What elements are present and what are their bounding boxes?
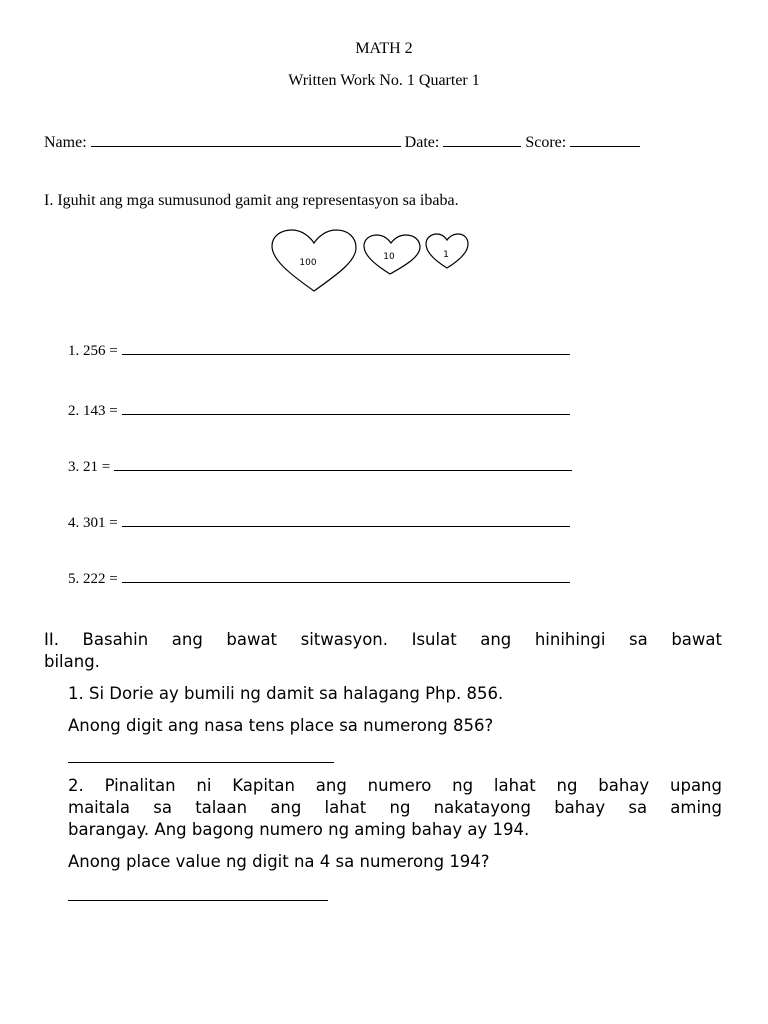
heart-hundreds-label: 100: [299, 258, 317, 268]
answer-line[interactable]: [114, 456, 572, 471]
item-number: 3.: [68, 459, 80, 475]
heart-tens-label: 10: [383, 252, 395, 262]
part1-item: [68, 512, 570, 532]
date-label: Date:: [404, 134, 440, 151]
item-expression: 256 =: [83, 343, 118, 359]
item-expression: 222 =: [83, 571, 118, 587]
date-field[interactable]: [443, 132, 521, 147]
answer-line[interactable]: [122, 400, 570, 415]
score-field[interactable]: [570, 132, 640, 147]
name-field[interactable]: [91, 132, 401, 147]
name-label: Name:: [44, 134, 87, 151]
question1-answer-line[interactable]: [68, 762, 334, 763]
place-value-hearts: [268, 228, 478, 298]
heart-ones-label: 1: [443, 250, 449, 260]
part1-item: [68, 456, 572, 476]
item-number: 2.: [68, 403, 80, 419]
item-number: 5.: [68, 571, 80, 587]
heart-tens-icon: [364, 235, 420, 274]
question2-statement-line1: 2. Pinalitan ni Kapitan ang numero ng lahat ng bahay upang: [68, 776, 722, 795]
part1-item: [68, 340, 570, 360]
part1-instruction: I. Iguhit ang mga sumusunod gamit ang representasyon sa ibaba.: [44, 192, 459, 209]
answer-line[interactable]: [122, 512, 570, 527]
question2-statement-line2: maitala sa talaan ang lahat ng nakatayong bahay sa aming: [68, 798, 722, 817]
item-number: 4.: [68, 515, 80, 531]
part1-item: [68, 568, 570, 588]
part2-instruction-line2: bilang.: [44, 652, 100, 671]
worksheet-title: MATH 2: [355, 40, 413, 57]
score-label: Score:: [525, 134, 567, 151]
part1-item: [68, 400, 570, 420]
question2-statement-line3: barangay. Ang bagong numero ng aming bahay ay 194.: [68, 820, 530, 839]
answer-line[interactable]: [122, 340, 570, 355]
question1-statement: 1. Si Dorie ay bumili ng damit sa halagang Php. 856.: [68, 684, 504, 703]
question1-prompt: Anong digit ang nasa tens place sa numerong 856?: [68, 716, 494, 735]
item-expression: 301 =: [83, 515, 118, 531]
worksheet-subtitle: Written Work No. 1 Quarter 1: [288, 72, 480, 89]
question2-prompt: Anong place value ng digit na 4 sa numerong 194?: [68, 852, 490, 871]
item-number: 1.: [68, 343, 80, 359]
answer-line[interactable]: [122, 568, 570, 583]
heart-hundreds-icon: [272, 230, 356, 291]
item-expression: 143 =: [83, 403, 118, 419]
info-line: [44, 132, 640, 152]
question2-answer-line[interactable]: [68, 900, 328, 901]
item-expression: 21 =: [83, 459, 111, 475]
heart-ones-icon: [426, 234, 468, 268]
part2-instruction-line1: II. Basahin ang bawat sitwasyon. Isulat ang hinihingi sa bawat: [44, 630, 722, 649]
